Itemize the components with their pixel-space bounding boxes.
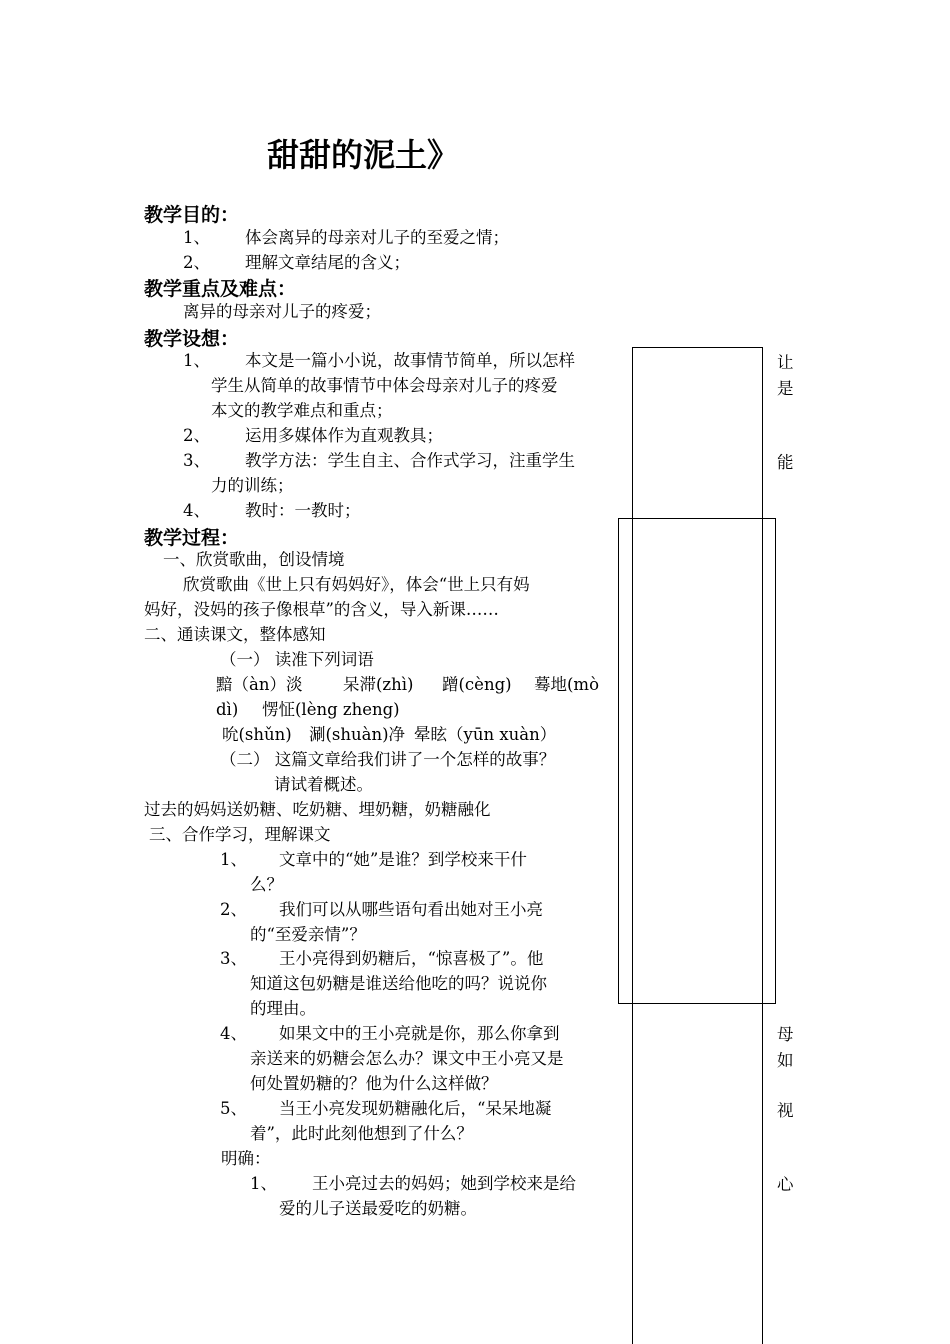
- clarify-label: 明确：: [221, 1149, 271, 1168]
- part2-sub1: （一） 读准下列词语: [220, 650, 374, 669]
- margin-box-inner: [618, 518, 776, 1004]
- side-char: 是: [777, 379, 794, 398]
- design-heading: 教学设想：: [144, 328, 240, 350]
- question-num: 5、: [220, 1099, 247, 1118]
- question-line: 着”，此时此刻他想到了什么？: [250, 1124, 473, 1143]
- part2-sub2: （二） 这篇文章给我们讲了一个怎样的故事？: [220, 750, 556, 769]
- objectives-heading: 教学目的：: [144, 204, 240, 226]
- design-num: 4、: [183, 501, 210, 520]
- vocab-word: 吮(shǔn): [222, 725, 292, 744]
- part1-line: 欣赏歌曲《世上只有妈妈好》，体会“世上只有妈: [183, 575, 530, 594]
- key-points-heading: 教学重点及难点：: [144, 278, 297, 300]
- design-num: 1、: [183, 351, 210, 370]
- part2-sub2: 请试着概述。: [274, 775, 373, 794]
- design-num: 3、: [183, 451, 210, 470]
- design-line: 学生从简单的故事情节中体会母亲对儿子的疼爱: [211, 376, 558, 395]
- side-char: 心: [777, 1175, 794, 1194]
- design-line: 教学方法：学生自主、合作式学习，注重学生: [245, 451, 575, 470]
- design-num: 2、: [183, 426, 210, 445]
- side-char: 如: [777, 1051, 794, 1070]
- key-points-text: 离异的母亲对儿子的疼爱；: [183, 302, 381, 321]
- vocab-word: 呆滞(zhì): [343, 675, 414, 694]
- part3-title: 三、合作学习，理解课文: [149, 825, 331, 844]
- vocab-word: dì): [216, 700, 239, 719]
- design-line: 教时：一教时；: [245, 501, 361, 520]
- objective-text: 体会离异的母亲对儿子的至爱之情；: [245, 228, 509, 247]
- objective-text: 理解文章结尾的含义；: [245, 253, 410, 272]
- question-line: 亲送来的奶糖会怎么办？课文中王小亮又是: [250, 1049, 564, 1068]
- part2-title: 二、通读课文，整体感知: [144, 625, 326, 644]
- side-char: 母: [777, 1025, 794, 1044]
- question-line: 王小亮得到奶糖后，“惊喜极了”。他: [279, 949, 544, 968]
- question-line: 当王小亮发现奶糖融化后，“呆呆地凝: [279, 1099, 552, 1118]
- side-char: 让: [777, 353, 794, 372]
- page-title: 甜甜的泥土》: [267, 136, 460, 174]
- design-line: 力的训练；: [211, 476, 294, 495]
- question-line: 我们可以从哪些语句看出她对王小亮: [279, 900, 543, 919]
- answer-line: 王小亮过去的妈妈；她到学校来是给: [312, 1174, 576, 1193]
- question-line: 么？: [250, 875, 283, 894]
- design-line: 本文是一篇小小说，故事情节简单，所以怎样: [245, 351, 575, 370]
- answer-line: 爱的儿子送最爱吃的奶糖。: [279, 1199, 477, 1218]
- question-line: 何处置奶糖的？他为什么这样做？: [250, 1074, 498, 1093]
- side-char: 视: [777, 1101, 794, 1120]
- question-line: 文章中的“她”是谁？到学校来干什: [279, 850, 527, 869]
- question-num: 2、: [220, 900, 247, 919]
- vocab-word: 涮(shuàn)净: [309, 725, 406, 744]
- process-heading: 教学过程：: [144, 527, 240, 549]
- question-num: 3、: [220, 949, 247, 968]
- vocab-word: 蓦地(mò: [534, 675, 600, 694]
- vocab-word: 蹭(cèng): [442, 675, 512, 694]
- design-line: 运用多媒体作为直观教具；: [245, 426, 443, 445]
- question-line: 的“至爱亲情”？: [250, 925, 366, 944]
- part1-title: 一、欣赏歌曲，创设情境: [163, 550, 345, 569]
- vocab-word: 黯（àn）淡: [216, 675, 303, 694]
- design-line: 本文的教学难点和重点；: [211, 401, 393, 420]
- question-num: 1、: [220, 850, 247, 869]
- answer-num: 1、: [250, 1174, 277, 1193]
- side-char: 能: [777, 453, 794, 472]
- objective-num: 2、: [183, 253, 210, 272]
- question-line: 的理由。: [250, 999, 316, 1018]
- part2-summary: 过去的妈妈送奶糖、吃奶糖、埋奶糖，奶糖融化: [144, 800, 491, 819]
- question-num: 4、: [220, 1024, 247, 1043]
- question-line: 知道这包奶糖是谁送给他吃的吗？说说你: [250, 974, 547, 993]
- objective-num: 1、: [183, 228, 210, 247]
- part1-line: 妈好，没妈的孩子像根草”的含义，导入新课……: [144, 600, 499, 619]
- vocab-word: 晕眩（yūn xuàn）: [414, 725, 557, 744]
- question-line: 如果文中的王小亮就是你，那么你拿到: [279, 1024, 560, 1043]
- vocab-word: 愣怔(lèng zheng): [262, 700, 400, 719]
